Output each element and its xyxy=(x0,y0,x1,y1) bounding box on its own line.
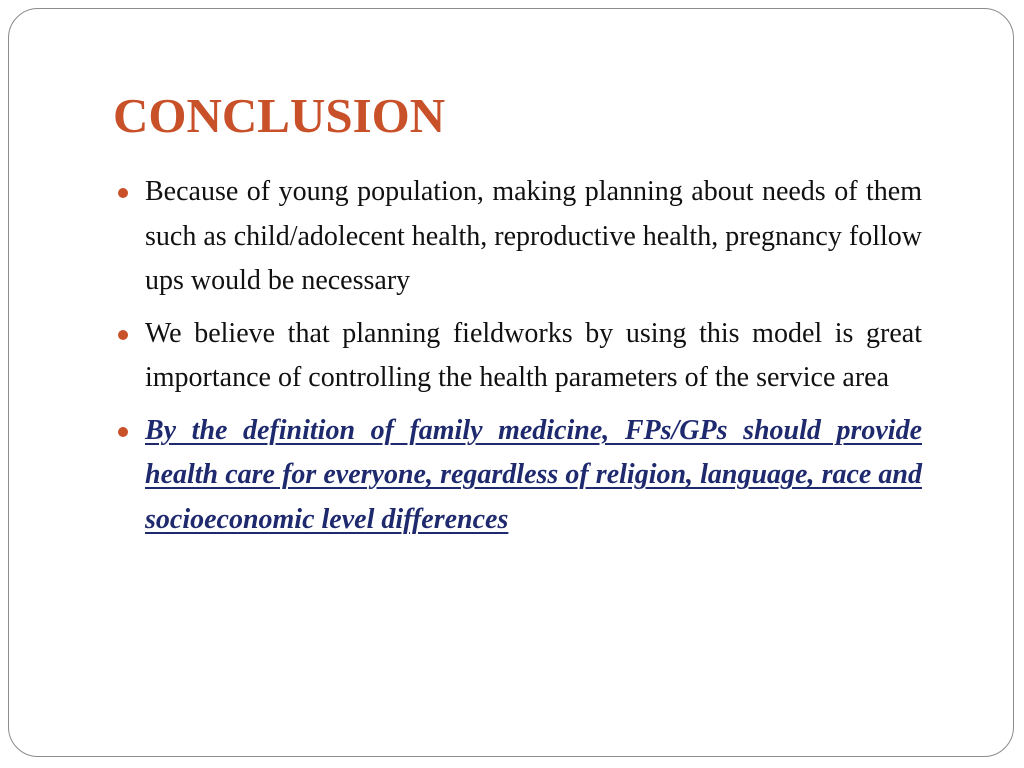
slide-title: CONCLUSION xyxy=(113,88,446,143)
bullet-item-family-medicine-definition xyxy=(118,409,922,543)
round-bullet-icon xyxy=(118,188,128,198)
bullet-text: We believe that planning fieldworks by using this model is great importance of controlling the health parameters of the service area xyxy=(145,317,922,393)
bullet-text: Because of young population, making planning about needs of them such as child/adolecent health, reproductive health, pregnancy follow ups would be necessary xyxy=(145,176,922,296)
bullet-text-emphasized: By the definition of family medicine, FPs/GPs should provide health care for everyone, regardless of religion, language, race and socioeconomic level differences xyxy=(145,414,922,535)
bullet-item-population-planning xyxy=(118,170,922,304)
bullet-item-fieldwork-model xyxy=(118,312,922,401)
round-bullet-icon xyxy=(118,330,128,340)
round-bullet-icon xyxy=(118,427,128,437)
bullet-list xyxy=(118,170,922,550)
